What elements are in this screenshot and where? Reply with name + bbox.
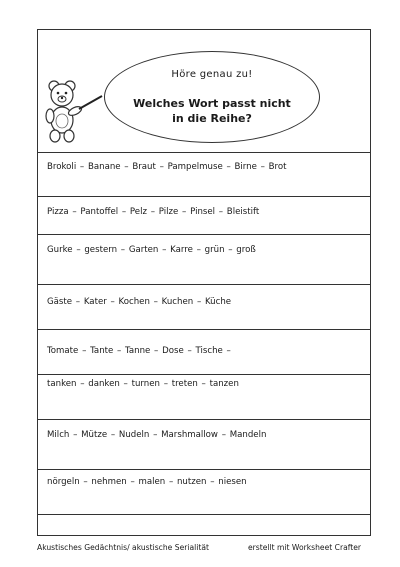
- word-list: nörgeln – nehmen – malen – nutzen – niesen: [47, 477, 247, 487]
- word-list: Tomate – Tante – Tanne – Dose – Tische –: [47, 346, 231, 356]
- word-row-1: [38, 152, 370, 197]
- word-row-2: [38, 197, 370, 235]
- instruction-question-line1: Welches Wort passt nicht: [133, 97, 291, 110]
- teddy-bear-icon: [44, 78, 104, 146]
- worksheet: [37, 29, 371, 536]
- word-row-9: [38, 515, 370, 536]
- instruction-question: [105, 96, 319, 126]
- instruction-question-line2: in die Reihe?: [172, 112, 252, 125]
- word-row-3: [38, 235, 370, 285]
- worksheet-header: [38, 30, 370, 153]
- word-row-4: [38, 285, 370, 330]
- word-row-6: [38, 375, 370, 420]
- word-list: Brokoli – Banane – Braut – Pampelmuse – Birne – Brot: [47, 162, 287, 172]
- word-list: tanken – danken – turnen – treten – tanzen: [47, 379, 239, 389]
- word-list: Milch – Mütze – Nudeln – Marshmallow – Mandeln: [47, 430, 267, 440]
- word-list: Gurke – gestern – Garten – Karre – grün – groß: [47, 245, 256, 255]
- word-row-7: [38, 420, 370, 470]
- footer-credit: erstellt mit Worksheet Crafter: [248, 543, 362, 552]
- instruction-listen: Höre genau zu!: [171, 69, 253, 80]
- footer-topic: Akustisches Gedächtnis/ akustische Serialität: [37, 543, 209, 552]
- word-row-5: [38, 330, 370, 375]
- speech-bubble: [104, 51, 320, 143]
- word-row-8: [38, 470, 370, 515]
- word-list: Pizza – Pantoffel – Pelz – Pilze – Pinsel – Bleistift: [47, 207, 260, 217]
- word-list: Gäste – Kater – Kochen – Kuchen – Küche: [47, 297, 232, 307]
